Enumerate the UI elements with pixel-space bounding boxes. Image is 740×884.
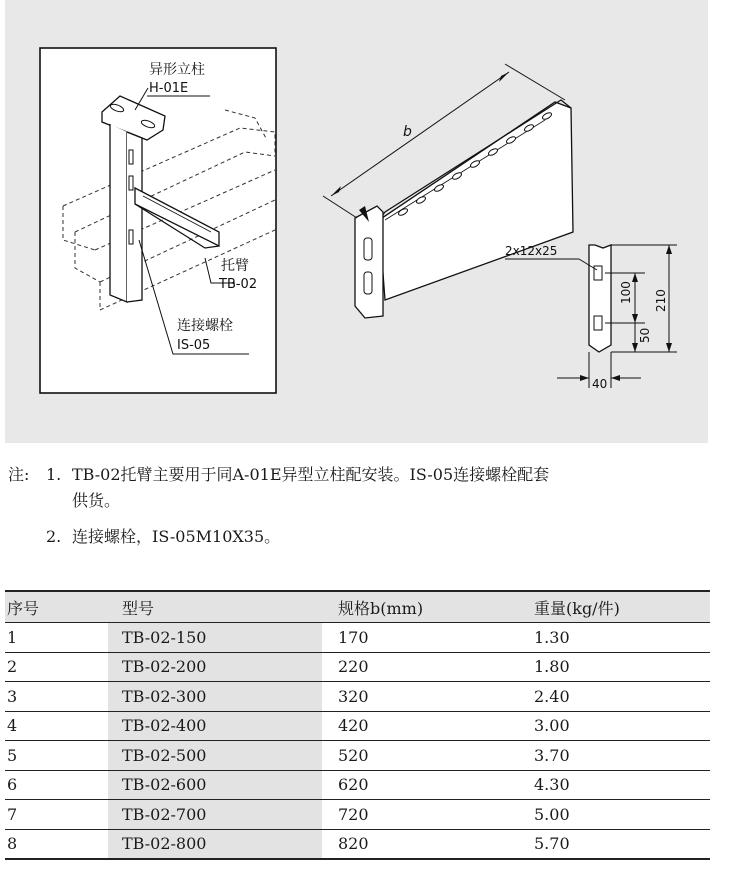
table-row bbox=[5, 800, 710, 830]
notes-section bbox=[8, 462, 733, 550]
drawing-svg bbox=[5, 0, 708, 443]
table-row bbox=[5, 770, 710, 800]
note-text: 连接螺栓，IS-05M10X35。 bbox=[72, 527, 281, 546]
table-row bbox=[5, 711, 710, 741]
cell-spec: 320 bbox=[322, 682, 520, 712]
column-name-label: 异形立柱 bbox=[149, 62, 205, 78]
header-model: 型号 bbox=[108, 591, 322, 623]
cell-model: TB-02-300 bbox=[108, 682, 322, 712]
note-2 bbox=[8, 524, 733, 550]
dim-50-label: 50 bbox=[638, 327, 652, 343]
technical-drawing bbox=[5, 0, 708, 443]
note-1 bbox=[8, 462, 733, 488]
note-number: 1. bbox=[46, 465, 62, 484]
dim-40-label: 40 bbox=[592, 377, 608, 391]
column-code-label: H-01E bbox=[149, 81, 189, 96]
assembly-perspective-view bbox=[40, 48, 276, 393]
cell-weight: 5.70 bbox=[520, 829, 710, 859]
table-row bbox=[5, 829, 710, 859]
arm-code-label: TB-02 bbox=[219, 277, 258, 292]
bolt-name-label: 连接螺栓 bbox=[177, 318, 233, 334]
cell-index: 4 bbox=[5, 711, 108, 741]
slot-size-label: 2x12x25 bbox=[505, 244, 558, 258]
cell-model: TB-02-500 bbox=[108, 741, 322, 771]
table-row bbox=[5, 741, 710, 771]
note-1-continuation bbox=[8, 488, 733, 514]
table-header-row bbox=[5, 591, 710, 623]
cell-spec: 420 bbox=[322, 711, 520, 741]
cell-model: TB-02-700 bbox=[108, 800, 322, 830]
cell-weight: 3.70 bbox=[520, 741, 710, 771]
notes-prefix: 注: bbox=[8, 465, 30, 484]
arm-side-section-view bbox=[505, 244, 677, 391]
cell-spec: 820 bbox=[322, 829, 520, 859]
note-number: 2. bbox=[46, 527, 62, 546]
cell-spec: 620 bbox=[322, 770, 520, 800]
cell-index: 1 bbox=[5, 623, 108, 653]
cell-index: 5 bbox=[5, 741, 108, 771]
cell-index: 2 bbox=[5, 652, 108, 682]
cell-weight: 5.00 bbox=[520, 800, 710, 830]
cell-index: 7 bbox=[5, 800, 108, 830]
cell-index: 6 bbox=[5, 770, 108, 800]
cell-spec: 220 bbox=[322, 652, 520, 682]
bolt-code-label: IS-05 bbox=[177, 338, 211, 353]
note-text-continued: 供货。 bbox=[72, 491, 121, 510]
header-weight: 重量(kg/件) bbox=[520, 591, 710, 623]
cell-weight: 2.40 bbox=[520, 682, 710, 712]
cell-weight: 1.30 bbox=[520, 623, 710, 653]
note-text: TB-02托臂主要用于同A-01E异型立柱配安装。IS-05连接螺栓配套 bbox=[72, 465, 550, 484]
table-row bbox=[5, 623, 710, 653]
header-spec: 规格b(mm) bbox=[322, 591, 520, 623]
cell-weight: 1.80 bbox=[520, 652, 710, 682]
table-row bbox=[5, 652, 710, 682]
dim-b-label: b bbox=[403, 124, 412, 140]
cell-weight: 4.30 bbox=[520, 770, 710, 800]
dim-210-label: 210 bbox=[654, 289, 668, 312]
arm-name-label: 托臂 bbox=[221, 258, 249, 274]
cell-model: TB-02-400 bbox=[108, 711, 322, 741]
spec-table bbox=[5, 590, 710, 860]
cell-model: TB-02-150 bbox=[108, 623, 322, 653]
dim-100-label: 100 bbox=[619, 281, 633, 304]
cell-spec: 720 bbox=[322, 800, 520, 830]
cell-spec: 170 bbox=[322, 623, 520, 653]
header-index: 序号 bbox=[5, 591, 108, 623]
cell-weight: 3.00 bbox=[520, 711, 710, 741]
cell-index: 8 bbox=[5, 829, 108, 859]
cell-spec: 520 bbox=[322, 741, 520, 771]
cell-model: TB-02-200 bbox=[108, 652, 322, 682]
cell-model: TB-02-800 bbox=[108, 829, 322, 859]
cell-model: TB-02-600 bbox=[108, 770, 322, 800]
arm-isometric-view bbox=[323, 64, 573, 318]
cell-index: 3 bbox=[5, 682, 108, 712]
table-row bbox=[5, 682, 710, 712]
